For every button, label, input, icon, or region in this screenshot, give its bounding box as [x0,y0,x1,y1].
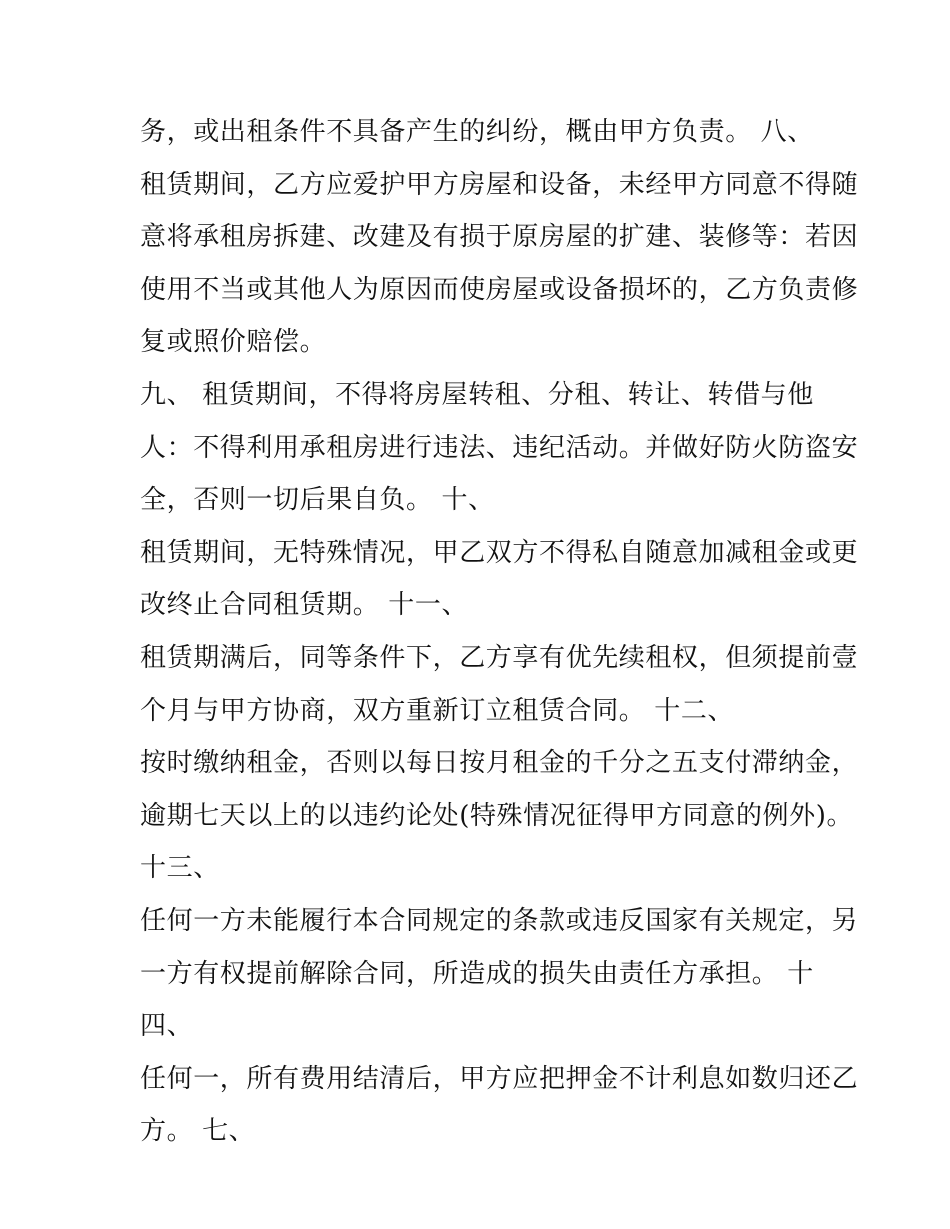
text-line: 人：不得利用承租房进行违法、违纪活动。并做好防火防盗安 [140,432,859,463]
text-line: 全，否则一切后果自负。 十、 [140,485,495,516]
text-line: 意将承租房拆建、改建及有损于原房屋的扩建、装修等：若因 [140,222,859,253]
text-line: 改终止合同租赁期。 十一、 [140,590,469,621]
text-line: 一方有权提前解除合同，所造成的损失由责任方承担。 十 [140,958,814,989]
text-line: 方。 七、 [140,1116,256,1147]
text-line: 复或照价赔偿。 [140,327,327,358]
text-line: 务，或出租条件不具备产生的纠纷，概由甲方负责。 八、 [140,117,814,147]
text-line: 租赁期满后，同等条件下，乙方享有优先续租权，但须提前壹 [140,642,859,673]
text-line: 个月与甲方协商，双方重新订立租赁合同。 十二、 [140,695,735,726]
text-line: 四、 [140,1011,194,1042]
text-line: 租赁期间，无特殊情况，甲乙双方不得私自随意加减租金或更 [140,537,859,568]
text-line: 任何一，所有费用结清后，甲方应把押金不计利息如数归还乙 [140,1063,859,1094]
contract-text-body [140,106,859,1158]
text-line: 逾期七天以上的以违约论处(特殊情况征得甲方同意的例外)。 [140,800,854,831]
text-line: 租赁期间，乙方应爱护甲方房屋和设备，未经甲方同意不得随 [140,169,859,200]
text-line: 任何一方未能履行本合同规定的条款或违反国家有关规定，另 [140,905,859,936]
text-line: 九、 租赁期间，不得将房屋转租、分租、转让、转借与他 [140,379,814,410]
text-line: 按时缴纳租金，否则以每日按月租金的千分之五支付滞纳金， [140,748,859,779]
text-line: 十三、 [140,853,220,884]
text-line: 使用不当或其他人为原因而使房屋或设备损坏的，乙方负责修 [140,274,859,305]
